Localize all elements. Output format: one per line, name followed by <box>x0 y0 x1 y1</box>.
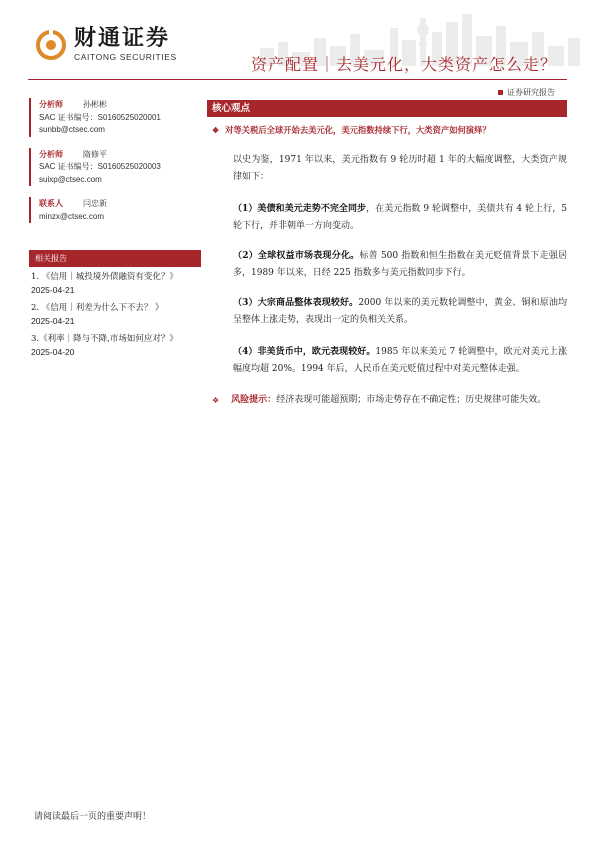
report-type <box>498 87 555 98</box>
related-reports-list <box>29 271 201 359</box>
caitong-logo-icon <box>36 30 66 60</box>
contact-role: 联系人 <box>39 198 63 208</box>
report-type-label: 证券研究报告 <box>507 88 555 97</box>
analyst-sac: SAC 证书编号：S0160525020003 <box>39 162 161 171</box>
point-text: ，在美元指数 9 轮调整中，美债共有 4 轮上行，5 轮下行，并非朝单一方向变动。 <box>233 204 568 231</box>
analyst-sac: SAC 证书编号：S0160525020001 <box>39 112 161 122</box>
analyst-name: 孙彬彬 <box>83 100 107 109</box>
square-bullet-icon <box>498 90 503 95</box>
risk-text: 经济表现可能超预期；市场走势存在不确定性；历史规律可能失效。 <box>276 395 547 405</box>
related-report-title[interactable]: 2. 《信用｜利差为什么下不去？ 》 <box>31 303 164 313</box>
footer-disclaimer: 请阅读最后一页的重要声明！ <box>34 812 152 822</box>
company-logo <box>36 28 177 62</box>
diamond-bullet-icon: ❖ <box>212 125 220 135</box>
point-paragraph <box>233 248 567 282</box>
point-paragraph <box>233 201 567 235</box>
analyst-name: 隋修平 <box>83 149 107 159</box>
analyst-block <box>29 98 201 137</box>
analyst-email[interactable]: suixp@ctsec.com <box>39 174 102 184</box>
core-view-header: 核心观点 <box>207 100 567 117</box>
sidebar <box>29 98 201 364</box>
point-heading: （3）大宗商品整体表现较好。 <box>233 298 359 308</box>
core-question <box>212 124 491 136</box>
logo-chinese-name: 财通证券 <box>74 26 171 51</box>
logo-english-name: CAITONG SECURITIES <box>74 52 177 62</box>
analyst-role: 分析师 <box>39 148 63 159</box>
header-divider <box>28 79 567 80</box>
risk-warning <box>212 392 567 410</box>
intro-paragraph: 以史为鉴，1971 年以来，美元指数有 9 轮历时超 1 年的大幅度调整，大类资产规律如下： <box>233 155 567 182</box>
point-text: 1985 年以来美元 7 轮调整中，欧元对美元上涨幅度均超 20%。1994 年后，人民币在美元贬值过程中对美元整体走强。 <box>233 347 568 374</box>
analyst-block <box>29 148 201 187</box>
related-report-title[interactable]: 3.《利率｜降与不降,市场如何应对？》 <box>31 334 178 344</box>
point-heading: （2）全球权益市场表现分化。 <box>233 251 360 261</box>
point-text: 标普 500 指数和恒生指数在美元贬值背景下走强居多，1989 年以来，日经 225 指数多与美元指数同步下行。 <box>233 251 568 278</box>
related-report-date: 2025-04-21 <box>31 316 75 326</box>
point-paragraph <box>233 295 567 329</box>
report-title: 资产配置｜去美元化，大类资产怎么走？ <box>250 55 557 74</box>
related-report-title[interactable]: 1. 《信用｜城投境外债融资有变化？》 <box>31 272 178 282</box>
contact-name: 闫忠新 <box>83 199 107 208</box>
related-report-date: 2025-04-20 <box>31 347 75 357</box>
contact-block <box>29 197 201 223</box>
analyst-email[interactable]: sunbb@ctsec.com <box>39 125 105 134</box>
risk-label: 风险提示： <box>231 395 277 405</box>
point-heading: （1）美债和美元走势不完全同步 <box>233 204 367 214</box>
diamond-bullet-icon: ❖ <box>212 396 220 405</box>
point-paragraph <box>233 344 567 378</box>
contact-email[interactable]: minzx@ctsec.com <box>39 211 105 221</box>
point-text: 2000 年以来的美元数轮调整中，黄金、铜和原油均呈整体上涨走势，表现出一定的负相关关系。 <box>233 298 567 325</box>
core-question-text: 对等关税后全球开始去美元化，美元指数持续下行，大类资产如何演绎？ <box>225 125 491 135</box>
point-heading: （4）非美货币中，欧元表现较好。 <box>233 347 376 357</box>
related-reports-header: 相关报告 <box>29 250 201 267</box>
related-report-date: 2025-04-21 <box>31 285 75 295</box>
analyst-role: 分析师 <box>39 99 63 109</box>
